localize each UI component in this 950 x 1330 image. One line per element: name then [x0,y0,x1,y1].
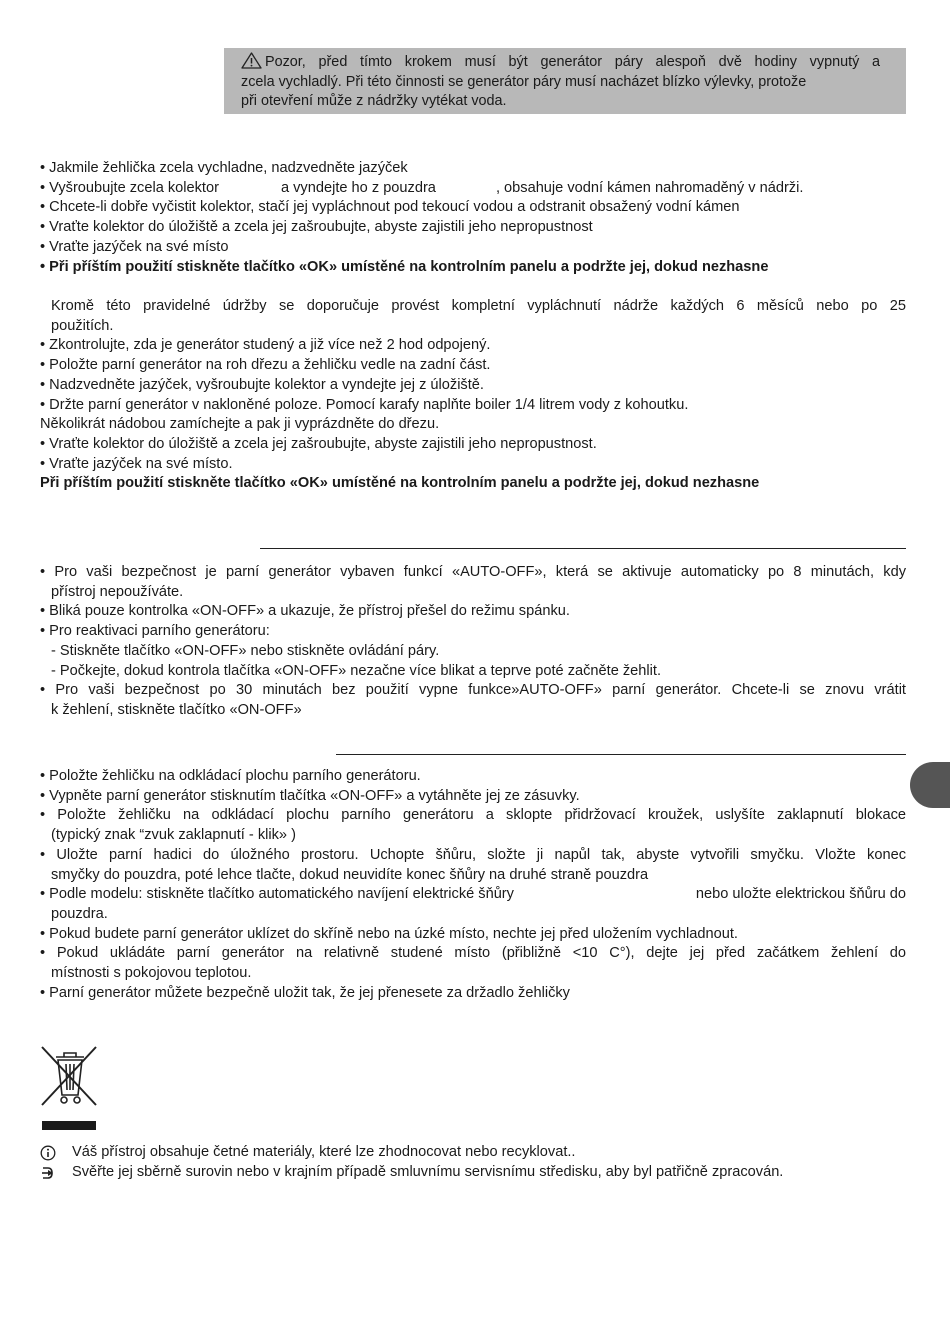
list-item: • Podle modelu: stiskněte tlačítko automatického navíjení elektrické šňůry nebo uložte elektrickou šňůru do [40,886,906,903]
section-rule [260,548,906,549]
list-item: • Parní generátor můžete bezpečně uložit tak, že jej přenesete za držadlo žehličky [40,984,570,1001]
list-item: • Položte žehličku na odkládací plochu parního generátoru a sklopte přidržovací kroužek, uslyšíte zaklapnutí blokace [40,807,906,824]
list-item: • Uložte parní hadici do úložného prostoru. Uchopte šňůru, složte ji napůl tak, abyste vytvořili smyčku. Vložte konec [40,846,906,863]
arrow-right-icon [40,1165,56,1181]
list-item: (typický znak “zvuk zaklapnutí - klik» ) [51,827,296,844]
list-item: • Vyšroubujte zcela kolektor a vyndejte ho z pouzdra , obsahuje vodní kámen nahromaděný v nádrži. [40,179,804,196]
list-item: • Pokud budete parní generátor uklízet do skříně nebo na úzké místo, nechte jej před uložením vychladnout. [40,925,738,942]
list-item: přístroj nepoužíváte. [51,583,184,600]
language-tab [910,762,950,808]
info-circle-icon [40,1145,56,1161]
list-item: • Pro vaši bezpečnost je parní generátor vybaven funkcí «AUTO-OFF», která se aktivuje automaticky po 8 minutách, kdy [40,564,906,580]
recycling-notes [40,1143,906,1182]
list-item: • Jakmile žehlička zcela vychladne, nadzvedněte jazýček [40,160,408,176]
section-rule [336,754,906,755]
list-item: • Pro vaši bezpečnost po 30 minutách bez použití vypne funkce»AUTO-OFF» parní generátor. Chcete-li se znovu vrátit [40,682,906,699]
list-item: • Vraťte jazýček na své místo [40,238,229,255]
auto-off-list [40,563,906,721]
cleaning-collector-list [40,159,906,277]
list-item-bold: • Při příštím použití stiskněte tlačítko «OK» umístěné na kontrolním panelu a podržte jej, dokud nezhasne [40,258,769,275]
list-item: Několikrát nádobou zamíchejte a pak ji vyprázdněte do dřezu. [40,416,440,433]
note-item: Svěřte jej sběrně surovin nebo v krajním případě smluvnímu servisnímu středisku, aby byl patřičně zpracován. [40,1163,906,1183]
list-item: • Položte žehličku na odkládací plochu parního generátoru. [40,768,421,784]
list-item: • Nadzvedněte jazýček, vyšroubujte kolektor a vyndejte jej z úložiště. [40,376,484,393]
list-item: místnosti s pokojovou teplotou. [51,965,252,982]
storage-list [40,767,906,1003]
list-item: • Pokud ukládáte parní generátor na relativně studené místo (přibližně <10 C°), dejte jej před začátkem žehlení do [40,945,906,962]
list-item: • Vraťte kolektor do úložiště a zcela jej zašroubujte, abyste zajistili jeho nepropustnost. [40,435,597,452]
warning-line: zcela vychladlý. Při této činnosti se generátor páry musí nacházet blízko výlevky, protože [241,73,807,90]
list-item: • Držte parní generátor v nakloněné poloze. Pomocí karafy naplňte boiler 1/4 litrem vody z kohoutku. [40,396,689,413]
list-item: • Vraťte jazýček na své místo. [40,455,233,472]
list-item: smyčky do pouzdra, poté lehce tlačte, dokud neuvidíte konec šňůry na druhé straně pouzdra [51,866,649,883]
list-item: k žehlení, stiskněte tlačítko «ON-OFF» [51,701,302,718]
list-item: • Vypněte parní generátor stisknutím tlačítka «ON-OFF» a vytáhněte jej ze zásuvky. [40,787,580,804]
list-item: • Položte parní generátor na roh dřezu a žehličku vedle na zadní část. [40,357,491,374]
sub-item: - Stiskněte tlačítko «ON-OFF» nebo stiskněte ovládání páry. [51,642,440,659]
list-item: • Bliká pouze kontrolka «ON-OFF» a ukazuje, že přístroj přešel do režimu spánku. [40,603,570,620]
list-item: pouzdra. [51,905,108,922]
list-item: • Pro reaktivaci parního generátoru: [40,623,270,640]
list-item-bold: Při příštím použití stiskněte tlačítko «OK» umístěné na kontrolním panelu a podržte jej, dokud nezhasne [40,475,760,492]
note-item: Váš přístroj obsahuje četné materiály, které lze zhodnocovat nebo recyklovat.. [40,1143,906,1163]
full-rinse-list [40,297,906,494]
list-item: • Vraťte kolektor do úložiště a zcela jej zašroubujte, abyste zajistili jeho nepropustnost [40,219,593,236]
warning-triangle-icon [241,52,262,69]
list-item: • Chcete-li dobře vyčistit kolektor, stačí jej vypláchnout pod tekoucí vodou a odstranit obsažený vodní kámen [40,199,740,216]
list-item: • Zkontrolujte, zda je generátor studený a již více než 2 hod odpojený. [40,337,491,354]
warning-line: při otevření může z nádržky vytékat voda. [241,93,507,109]
warning-line: Pozor, před tímto krokem musí být generátor páry alespoň dvě hodiny vypnutý a [241,52,880,73]
warning-box [224,48,906,114]
crossed-out-bin-icon [40,1045,98,1131]
paragraph-line: Kromě této pravidelné údržby se doporučuje provést kompletní vypláchnutí nádrže každých 6 měsíců nebo po 25 [51,298,906,314]
paragraph-line: použitích. [51,317,114,334]
sub-item: - Počkejte, dokud kontrola tlačítka «ON-OFF» nezačne více blikat a teprve poté začněte žehlit. [51,662,662,679]
